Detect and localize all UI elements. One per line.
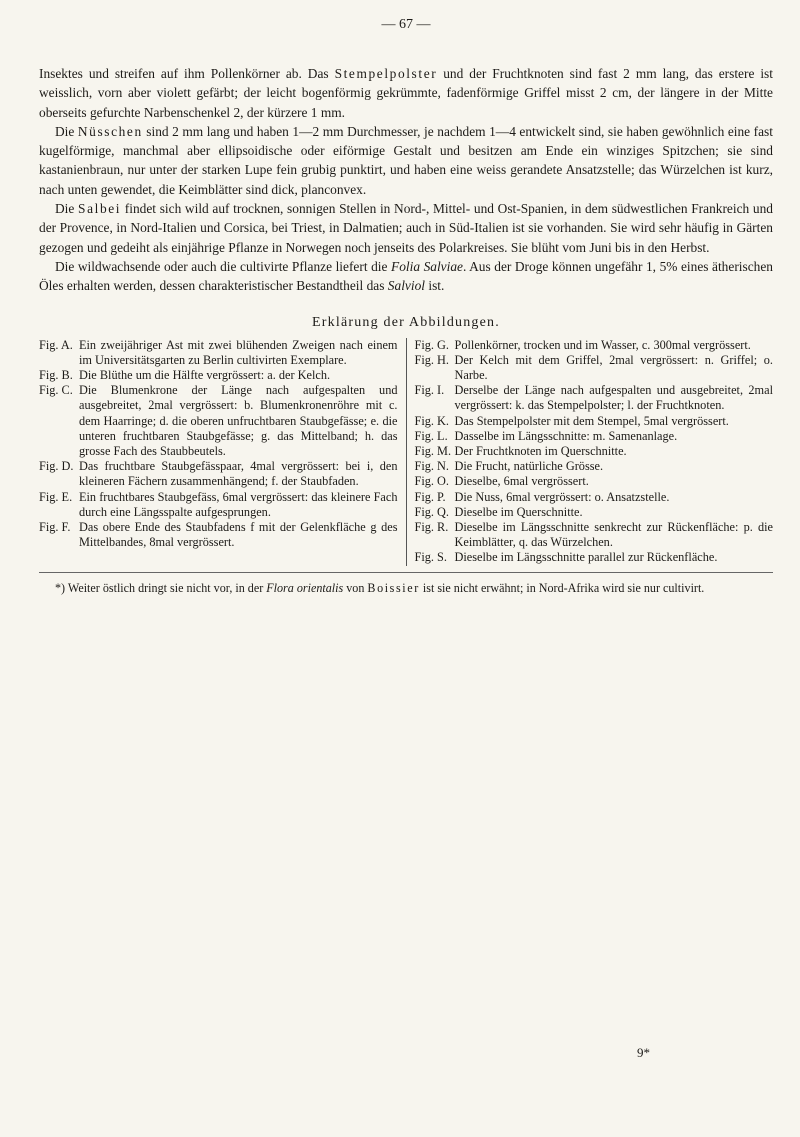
figure-entry	[415, 550, 774, 565]
figure-legend	[39, 338, 773, 566]
p1-text-b: und der Fruchtknoten sind fast 2 mm lang, das erstere ist weisslich, vorn aber violett gefärbt; der leicht bogenförmig gekrümmte, fadenförmige Griffel misst 2 cm, der längere in der Mitte oberseits gefurchte Narbenschenkel 2, der kürzere 1 mm.	[39, 66, 773, 120]
figure-entry	[415, 490, 774, 505]
figure-description: Derselbe der Länge nach aufgespalten und ausgebreitet, 2mal vergrössert: k. das Stempelpolster; l. der Fruchtknoten.	[454, 383, 773, 413]
signature-mark: 9*	[637, 1045, 650, 1060]
figure-entry	[415, 353, 774, 383]
figure-description: Ein zweijähriger Ast mit zwei blühenden Zweigen nach einem im Universitätsgarten zu Berlin cultivirten Exemplare.	[79, 337, 398, 367]
p3-text-a: Die	[55, 201, 75, 217]
figure-label: Fig. K.	[414, 413, 450, 428]
figure-label: Fig. O.	[414, 474, 450, 489]
figure-entry	[415, 444, 774, 459]
figure-label: Fig. L.	[414, 428, 448, 443]
footnote-author: Boissier	[367, 580, 420, 595]
footnote-text-a: *) Weiter östlich dringt sie nicht vor, in der	[55, 580, 264, 595]
p3-text-b: findet sich wild auf trocknen, sonnigen Stellen in Nord-, Mittel- und Ost-Spanien, in dem südwestlichen Frankreich und der Provence, in Nord-Italien und Corsica, bei Triest, in Dalmatien; auch in Süd-Italien ist sie vorhanden. Sie wird sehr häufig in Gärten gezogen und gedeiht als einjährige Pflanze in Norwegen noch jenseits des Polarkreises. Sie blüht vom Juni bis in den Herbst.	[39, 201, 773, 255]
figure-legend-left-column	[39, 338, 407, 566]
figure-description: Die Nuss, 6mal vergrössert: o. Ansatzstelle.	[454, 489, 670, 504]
figure-description: Dasselbe im Längsschnitte: m. Samenanlage.	[454, 428, 678, 443]
figure-entry	[415, 383, 774, 413]
figure-label: Fig. H.	[414, 352, 450, 367]
figure-label: Fig. Q.	[414, 504, 450, 519]
footnote-flora-title: Flora orientalis	[266, 580, 344, 595]
p4-drug-name: Folia Salviae	[391, 258, 463, 274]
figure-legend-heading: Erklärung der Abbildungen.	[312, 314, 500, 330]
figure-description: Das Stempelpolster mit dem Stempel, 5mal vergrössert.	[454, 413, 729, 428]
figure-description: Die Frucht, natürliche Grösse.	[454, 459, 604, 474]
figure-label: Fig. I.	[414, 383, 445, 398]
paragraph-1	[39, 64, 773, 122]
figure-entry	[39, 490, 398, 520]
figure-entry	[415, 459, 774, 474]
figure-entry	[415, 338, 774, 353]
figure-label: Fig. P.	[414, 489, 446, 504]
paragraph-3	[39, 199, 773, 257]
figure-entry	[415, 414, 774, 429]
p4-text-c: ist.	[425, 278, 445, 294]
figure-entry	[415, 429, 774, 444]
figure-description: Dieselbe im Längsschnitte senkrecht zur Rückenfläche: p. die Keimblätter, q. das Würzelchen.	[454, 520, 773, 550]
figure-entry	[39, 368, 398, 383]
p2-text-a: Die	[55, 123, 75, 139]
figure-label: Fig. D.	[39, 459, 74, 474]
figure-entry	[415, 520, 774, 550]
footnote-text-b: von	[343, 580, 365, 595]
figure-label: Fig. F.	[39, 520, 71, 534]
figure-label: Fig. E.	[39, 489, 73, 504]
figure-description: Ein fruchtbares Staubgefäss, 6mal vergrössert: das kleinere Fach durch eine Längsspalte aufgesprungen.	[79, 489, 398, 519]
figure-label: Fig. R.	[414, 520, 449, 534]
p3-term: Salbei	[78, 201, 122, 217]
figure-description: Dieselbe im Querschnitte.	[454, 504, 583, 519]
footnote	[39, 581, 773, 596]
document-page	[39, 14, 773, 595]
paragraph-4	[39, 257, 773, 296]
figure-label: Fig. M.	[414, 443, 452, 458]
figure-entry	[39, 338, 398, 368]
page-number-value: 67	[399, 17, 413, 32]
p4-text-b: . Aus der Droge können ungefähr 1, 5% eines ätherischen Öles erhalten werden, dessen charakteristischer Bestandtheil das	[39, 258, 773, 294]
figure-label: Fig. C.	[39, 383, 73, 398]
figure-description: Der Kelch mit dem Griffel, 2mal vergrössert: n. Griffel; o. Narbe.	[454, 352, 773, 382]
figure-label: Fig. B.	[39, 367, 73, 382]
figure-description: Dieselbe, 6mal vergrössert.	[454, 474, 589, 489]
figure-description: Die Blüthe um die Hälfte vergrössert: a. der Kelch.	[79, 367, 331, 382]
figure-label: Fig. N.	[414, 459, 450, 474]
figure-description: Der Fruchtknoten im Querschnitte.	[454, 443, 627, 458]
footnote-rule	[39, 572, 773, 573]
figure-entry	[39, 459, 398, 489]
figure-description: Das fruchtbare Staubgefässpaar, 4mal vergrössert: bei i, den kleineren Fächern zusammenhängend; f. der Staubfaden.	[79, 459, 398, 489]
body-text	[39, 64, 773, 296]
footnote-text-c: ist sie nicht erwähnt; in Nord-Afrika wird sie nur cultivirt.	[419, 580, 705, 595]
page-number: — 67 —	[39, 14, 773, 36]
p1-text-a: Insektes und streifen auf ihm Pollenkörner ab. Das	[39, 66, 329, 81]
p1-term: Stempelpolster	[334, 66, 438, 81]
figure-entry	[39, 520, 398, 550]
p2-text-b: sind 2 mm lang und haben 1—2 mm Durchmesser, je nachdem 1—4 entwickelt sind, sie haben gewöhnlich eine fast kugelförmige, manchmal aber ellipsoidische oder eiförmige Gestalt und besitzen am Ende ein winziges Spitzchen; sie sind kastanienbraun, nur unter der starken Lupe fein grubig punktirt, und haben eine weiss gerandete Ansatzstelle; das Würzelchen ist kurz, nach unten gewendet, die Keimblätter sind dick, planconvex.	[39, 123, 773, 197]
figure-label: Fig. A.	[39, 337, 73, 352]
figure-description: Dieselbe im Längsschnitte parallel zur Rückenfläche.	[454, 550, 718, 565]
figure-entry	[415, 505, 774, 520]
paragraph-2	[39, 122, 773, 199]
p4-compound-name: Salviol	[387, 278, 425, 294]
figure-label: Fig. S.	[414, 550, 447, 565]
p2-term: Nüsschen	[77, 123, 143, 139]
figure-description: Die Blumenkrone der Länge nach aufgespalten und ausgebreitet, 2mal vergrössert: b. Blumenkronenröhre mit c. dem Haarringe; d. die oberen unfruchtbaren Staubgefässe; e. die unteren fruchtbaren Staubgefässe; g. das Mittelband; h. das grosse Fach des Staubbeutels.	[79, 383, 398, 458]
figure-label: Fig. G.	[414, 337, 450, 352]
figure-description: Pollenkörner, trocken und im Wasser, c. 300mal vergrössert.	[454, 337, 751, 352]
figure-description: Das obere Ende des Staubfadens f mit der Gelenkfläche g des Mittelbandes, 8mal vergrössert.	[79, 520, 398, 550]
figure-legend-right-column	[407, 338, 774, 566]
figure-entry	[39, 383, 398, 459]
p4-text-a: Die wildwachsende oder auch die cultivirte Pflanze liefert die	[55, 258, 388, 274]
figure-entry	[415, 474, 774, 489]
